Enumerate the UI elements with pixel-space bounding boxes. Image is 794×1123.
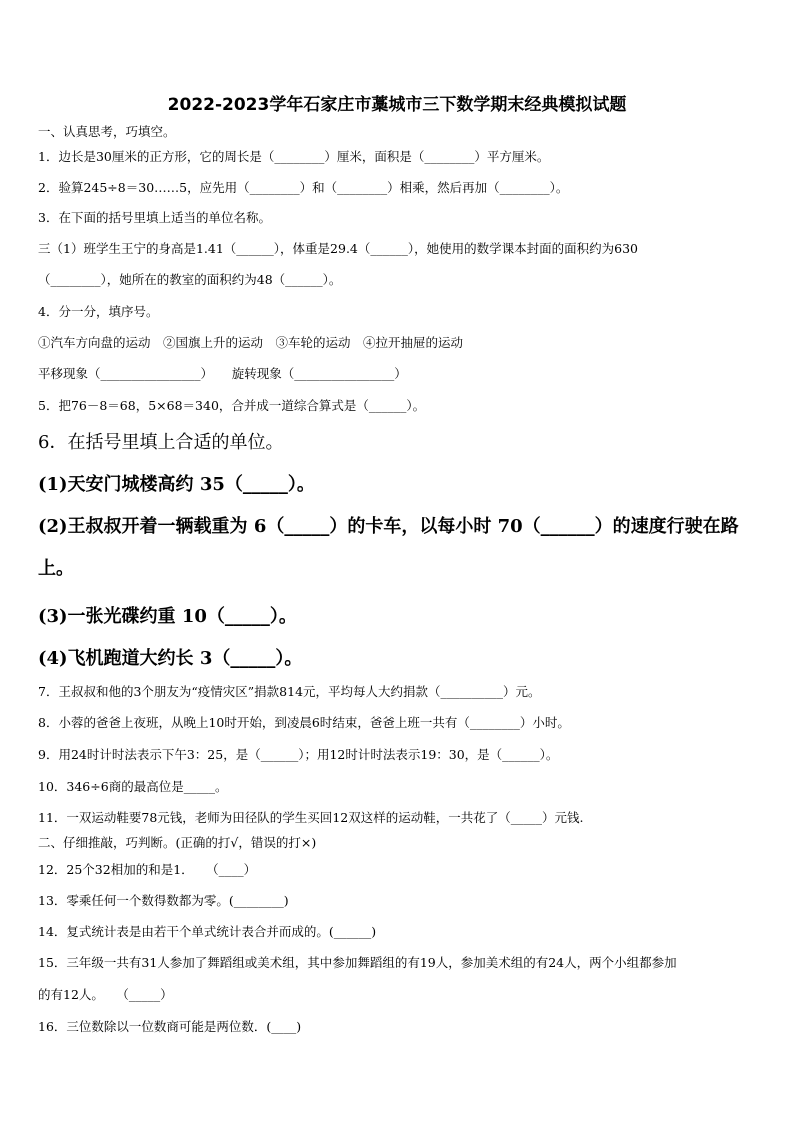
question-line: 6．在括号里填上合适的单位。 [38,432,284,453]
section-heading: 一、认真思考，巧填空。 [38,124,176,139]
page-title: 2022-2023学年石家庄市藁城市三下数学期末经典模拟试题 [167,95,627,115]
question-line: 7．王叔叔和他的3个朋友为“疫情灾区”捐款814元，平均每人大约捐款（__________）元。 [38,684,541,699]
question-line: (4)飞机跑道大约长 3（_____）。 [38,648,303,669]
question-line: 4．分一分，填序号。 [38,304,159,319]
question-line: (3)一张光碟约重 10（_____）。 [38,606,297,627]
question-line: 上。 [38,558,74,579]
question-line: (1)天安门城楼高约 35（_____）。 [38,474,315,495]
question-line: 15．三年级一共有31人参加了舞蹈组或美术组，其中参加舞蹈组的有19人，参加美术组的有24人，两个小组都参加 [38,955,677,970]
question-line: 三（1）班学生王宁的身高是1.41（______），体重是29.4（______），她使用的数学课本封面的面积约为630 [38,241,638,256]
question-line: 平移现象（________________） 旋转现象（________________） [38,366,407,381]
question-line: 2．验算245÷8＝30……5，应先用（________）和（________）相乘，然后再加（________）。 [38,180,569,195]
question-line: 12．25个32相加的和是1． （____） [38,862,257,877]
question-line: ①汽车方向盘的运动 ②国旗上升的运动 ③车轮的运动 ④拉开抽屉的运动 [38,335,464,350]
question-line: 16．三位数除以一位数商可能是两位数．(____) [38,1019,302,1034]
question-line: 3．在下面的括号里填上适当的单位名称。 [38,210,271,225]
question-line: 的有12人。 （_____） [38,987,173,1002]
question-line: 9．用24时计时法表示下午3：25，是（______）；用12时计时法表示19：30，是（______）。 [38,747,559,762]
question-line: 14．复式统计表是由若干个单式统计表合并而成的。(______) [38,924,377,939]
question-line: 10．346÷6商的最高位是_____。 [38,779,228,794]
question-line: （________），她所在的教室的面积约为48（______）。 [38,272,342,287]
question-line: 1．边长是30厘米的正方形，它的周长是（________）厘米，面积是（________）平方厘米。 [38,149,550,164]
question-line: 5．把76－8＝68，5×68＝340，合并成一道综合算式是（______）。 [38,398,426,413]
question-line: 13．零乘任何一个数得数都为零。(________) [38,893,289,908]
question-line: 8．小蓉的爸爸上夜班，从晚上10时开始，到凌晨6时结束，爸爸上班一共有（________）小时。 [38,715,570,730]
section-heading: 二、仔细推敲，巧判断。(正确的打√，错误的打×) [38,835,317,850]
question-line: 11．一双运动鞋要78元钱，老师为田径队的学生买回12双这样的运动鞋，一共花了（_____）元钱. [38,810,584,825]
question-line: (2)王叔叔开着一辆载重为 6（_____）的卡车，以每小时 70（______）的速度行驶在路 [38,516,739,537]
